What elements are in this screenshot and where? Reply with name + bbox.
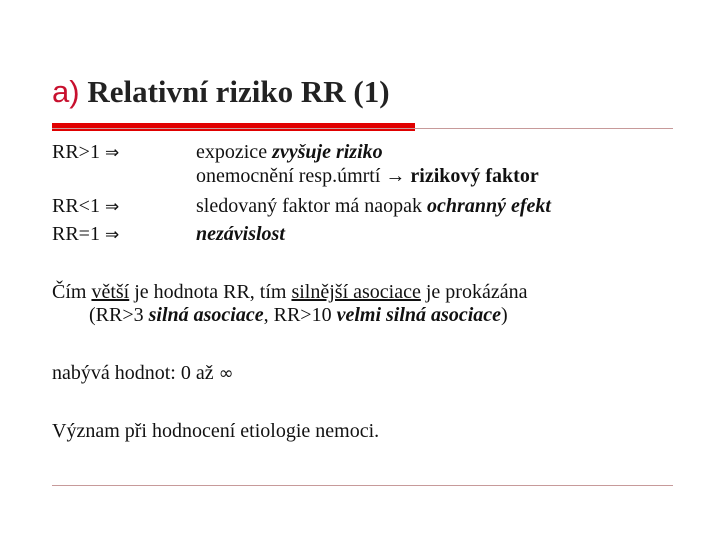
description-line-1 — [196, 140, 383, 164]
paragraph-text: Čím — [52, 281, 92, 303]
description-line-2 — [196, 164, 539, 188]
title-text: Relativní riziko RR (1) — [87, 74, 390, 109]
infinity-icon: ∞ — [218, 363, 234, 384]
underlined-bigger: větší — [91, 281, 130, 303]
description-text: expozice — [196, 141, 273, 163]
title-underline-bar — [52, 123, 415, 131]
paragraph-text: , RR>10 — [263, 304, 337, 326]
emphasis-independence: nezávislost — [196, 223, 285, 245]
paragraph-text: je prokázána — [420, 281, 528, 303]
rr-eq1-row — [52, 222, 119, 247]
rr-gt1-row — [52, 140, 119, 165]
description-text: onemocnění resp.úmrtí → — [196, 165, 411, 187]
emphasis-risk-factor: rizikový faktor — [410, 165, 539, 187]
implies-arrow-icon: ⇒ — [104, 225, 120, 245]
paragraph-text: ) — [501, 304, 508, 326]
association-paragraph-line-2 — [89, 303, 508, 327]
implies-arrow-icon: ⇒ — [104, 143, 120, 163]
implies-arrow-icon: ⇒ — [104, 197, 120, 217]
emphasis-protective-effect: ochranný efekt — [427, 195, 551, 217]
emphasis-very-strong-association: velmi silná asociace — [336, 304, 502, 326]
rr-eq1-label: RR=1 — [52, 223, 100, 245]
emphasis-strong-association: silná asociace — [148, 304, 264, 326]
description-text: sledovaný faktor má naopak — [196, 195, 428, 217]
paragraph-text: (RR>3 — [89, 304, 149, 326]
rr-gt1-label: RR>1 — [52, 141, 100, 163]
description-line-3 — [196, 194, 551, 218]
title-divider-line — [52, 128, 673, 129]
underlined-stronger-association: silnější asociace — [291, 281, 421, 303]
emphasis-increases-risk: zvyšuje riziko — [272, 141, 383, 163]
page-title — [52, 74, 390, 110]
rr-lt1-label: RR<1 — [52, 195, 100, 217]
bottom-divider-line — [52, 485, 673, 486]
rr-lt1-row — [52, 194, 119, 219]
description-line-4 — [196, 222, 285, 246]
association-paragraph-line-1 — [52, 280, 527, 304]
significance-line: Význam při hodnocení etiologie nemoci. — [52, 420, 380, 442]
title-letter: a) — [52, 74, 80, 109]
paragraph-text: je hodnota RR, tím — [129, 281, 292, 303]
range-text: nabývá hodnot: 0 až — [52, 362, 219, 384]
value-range-line — [52, 361, 234, 386]
